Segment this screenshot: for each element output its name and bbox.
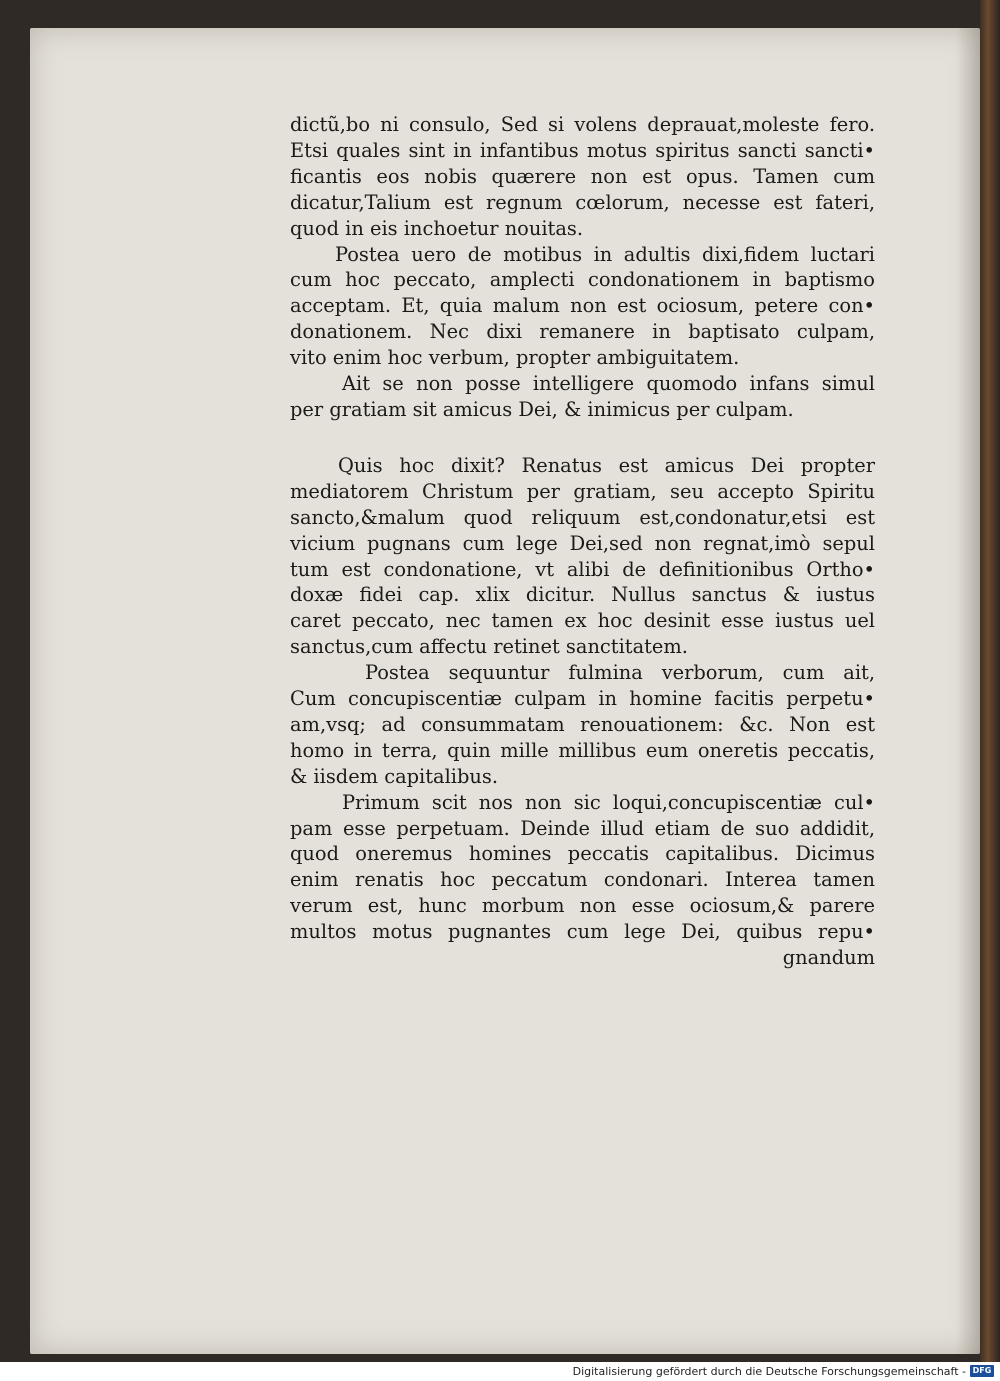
text-line: donationem. Nec dixi remanere in baptisato culpam, xyxy=(290,320,875,344)
text-line: vicium pugnans cum lege Dei,sed non regnat,imò sepul xyxy=(290,531,875,555)
text-line: am,vsq; ad consummatam renouationem: &c. Non est xyxy=(290,712,875,736)
text-line: tum est condonatione, vt alibi de definitionibus Ortho• xyxy=(290,557,875,581)
paragraph-3 xyxy=(290,371,875,423)
book-binding-edge xyxy=(980,0,1000,1362)
catchword: gnandum xyxy=(782,946,875,970)
text-line: verum est, hunc morbum non esse ociosum,& parere xyxy=(290,894,875,918)
text-line: Ait se non posse intelligere quomodo infans simul xyxy=(342,372,875,396)
text-line: acceptam. Et, quia malum non est ociosum, petere con• xyxy=(290,294,875,318)
text-line: doxæ fidei cap. xlix dicitur. Nullus sanctus & iustus xyxy=(290,583,875,607)
text-line: Etsi quales sint in infantibus motus spiritus sancti sancti• xyxy=(290,138,875,162)
dfg-logo: DFG xyxy=(970,1365,994,1377)
text-line: caret peccato, nec tamen ex hoc desinit esse iustus uel xyxy=(290,609,875,633)
text-line: multos motus pugnantes cum lege Dei, quibus repu• xyxy=(290,920,875,944)
text-line: sancto,&malum quod reliquum est,condonatur,etsi est xyxy=(290,505,875,529)
text-line: mediatorem Christum per gratiam, seu accepto Spiritu xyxy=(290,479,875,503)
page-edge-shadow xyxy=(956,28,980,1354)
text-line: & iisdem capitalibus. xyxy=(290,764,499,788)
paragraph-4 xyxy=(290,453,875,660)
text-line: per gratiam sit amicus Dei, & inimicus per culpam. xyxy=(290,397,794,421)
text-line: vito enim hoc verbum, propter ambiguitatem. xyxy=(290,346,740,370)
paragraph-6 xyxy=(290,790,875,945)
text-line: sanctus,cum affectu retinet sanctitatem. xyxy=(290,635,688,659)
text-line: dictũ,bo ni consulo, Sed si volens deprauat,moleste fero. xyxy=(290,113,875,136)
paragraph-5 xyxy=(290,660,875,790)
page-text-block xyxy=(290,112,875,971)
paragraph-2 xyxy=(290,242,875,372)
paragraph-1 xyxy=(290,112,875,242)
funding-notice: Digitalisierung gefördert durch die Deutsche Forschungsgemeinschaft - xyxy=(572,1365,966,1378)
text-line: Primum scit nos non sic loqui,concupiscentiæ cul• xyxy=(342,790,875,814)
text-line: pam esse perpetuam. Deinde illud etiam de suo addidit, xyxy=(290,816,875,840)
text-line: quod in eis inchoetur nouitas. xyxy=(290,216,584,240)
text-line: cum hoc peccato, amplecti condonationem in baptismo xyxy=(290,268,875,292)
text-line: enim renatis hoc peccatum condonari. Interea tamen xyxy=(290,868,875,892)
text-line: Cum concupiscentiæ culpam in homine facitis perpetu• xyxy=(290,687,875,711)
text-line: Postea sequuntur fulmina verborum, cum ait, xyxy=(365,661,875,685)
text-line: homo in terra, quin mille millibus eum oneretis peccatis, xyxy=(290,738,875,762)
text-line: Quis hoc dixit? Renatus est amicus Dei propter xyxy=(338,453,875,477)
text-line: dicatur,Talium est regnum cœlorum, necesse est fateri, xyxy=(290,190,875,214)
text-line: Postea uero de motibus in adultis dixi,fidem luctari xyxy=(335,242,875,266)
digitization-footer xyxy=(0,1362,1000,1381)
text-line: ficantis eos nobis quærere non est opus. Tamen cum xyxy=(290,164,875,188)
text-line: quod oneremus homines peccatis capitalibus. Dicimus xyxy=(290,842,875,866)
